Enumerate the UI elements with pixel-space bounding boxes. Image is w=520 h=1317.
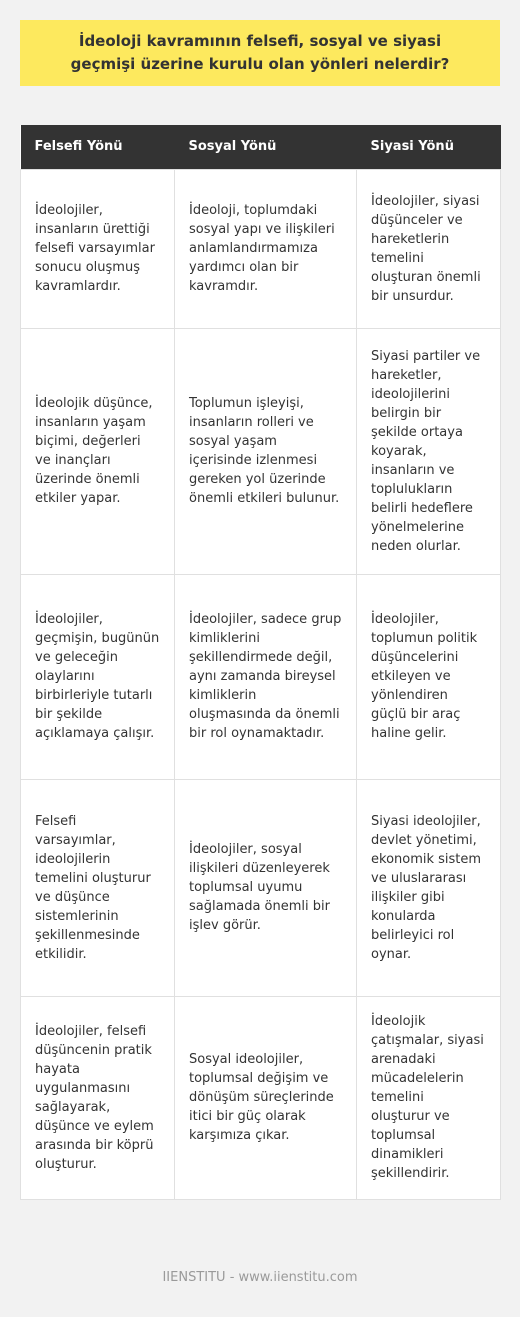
table-cell: İdeolojiler, geçmişin, bugünün ve geleceğin olaylarını birbirleriyle tutarlı bir şekilde açıklamaya çalışır. bbox=[21, 574, 175, 779]
table-cell: İdeolojiler, felsefi düşüncenin pratik hayata uygulanmasını sağlayarak, düşünce ve eylem arasında bir köprü oluşturur. bbox=[21, 996, 175, 1199]
table-cell: İdeolojiler, sosyal ilişkileri düzenleyerek toplumsal uyumu sağlamada önemli bir işlev görür. bbox=[175, 779, 357, 996]
page-title: İdeoloji kavramının felsefi, sosyal ve siyasi geçmişi üzerine kurulu olan yönleri nelerdir? bbox=[70, 32, 450, 73]
column-header-felsefi: Felsefi Yönü bbox=[21, 125, 175, 169]
table-cell: Felsefi varsayımlar, ideolojilerin temelini oluşturur ve düşünce sistemlerinin şekillenmesinde etkilidir. bbox=[21, 779, 175, 996]
column-header-siyasi: Siyasi Yönü bbox=[357, 125, 501, 169]
table-cell: Sosyal ideolojiler, toplumsal değişim ve dönüşüm süreçlerinde itici bir güç olarak karşımıza çıkar. bbox=[175, 996, 357, 1199]
table-header-row bbox=[21, 125, 501, 169]
table-cell: İdeolojiler, toplumun politik düşüncelerini etkileyen ve yönlendiren güçlü bir araç haline gelir. bbox=[357, 574, 501, 779]
table-cell: Toplumun işleyişi, insanların rolleri ve sosyal yaşam içerisinde izlenmesi gereken yol üzerinde önemli etkileri bulunur. bbox=[175, 328, 357, 574]
title-banner bbox=[20, 20, 500, 86]
table-row bbox=[21, 779, 501, 996]
table-cell: İdeoloji, toplumdaki sosyal yapı ve ilişkileri anlamlandırmamıza yardımcı olan bir kavramdır. bbox=[175, 169, 357, 328]
comparison-table bbox=[20, 125, 501, 1200]
table-row bbox=[21, 169, 501, 328]
column-header-sosyal: Sosyal Yönü bbox=[175, 125, 357, 169]
table-row bbox=[21, 328, 501, 574]
table-cell: İdeolojiler, insanların ürettiği felsefi varsayımlar sonucu oluşmuş kavramlardır. bbox=[21, 169, 175, 328]
table-cell: İdeolojik çatışmalar, siyasi arenadaki mücadelelerin temelini oluşturur ve toplumsal dinamikleri şekillendirir. bbox=[357, 996, 501, 1199]
table-cell: İdeolojiler, siyasi düşünceler ve hareketlerin temelini oluşturan önemli bir unsurdur. bbox=[357, 169, 501, 328]
table-row bbox=[21, 996, 501, 1199]
table-cell: İdeolojiler, sadece grup kimliklerini şekillendirmede değil, aynı zamanda bireysel kimliklerin oluşmasında da önemli bir rol oynamaktadır. bbox=[175, 574, 357, 779]
table-cell: Siyasi partiler ve hareketler, ideolojilerini belirgin bir şekilde ortaya koyarak, insanların ve toplulukların belirli hedeflere yönelmelerine neden olurlar. bbox=[357, 328, 501, 574]
table-cell: Siyasi ideolojiler, devlet yönetimi, ekonomik sistem ve uluslararası ilişkiler gibi konularda belirleyici rol oynar. bbox=[357, 779, 501, 996]
table-cell: İdeolojik düşünce, insanların yaşam biçimi, değerleri ve inançları üzerinde önemli etkiler yapar. bbox=[21, 328, 175, 574]
footer-credit: IIENSTITU - www.iienstitu.com bbox=[162, 1270, 358, 1285]
table-row bbox=[21, 574, 501, 779]
